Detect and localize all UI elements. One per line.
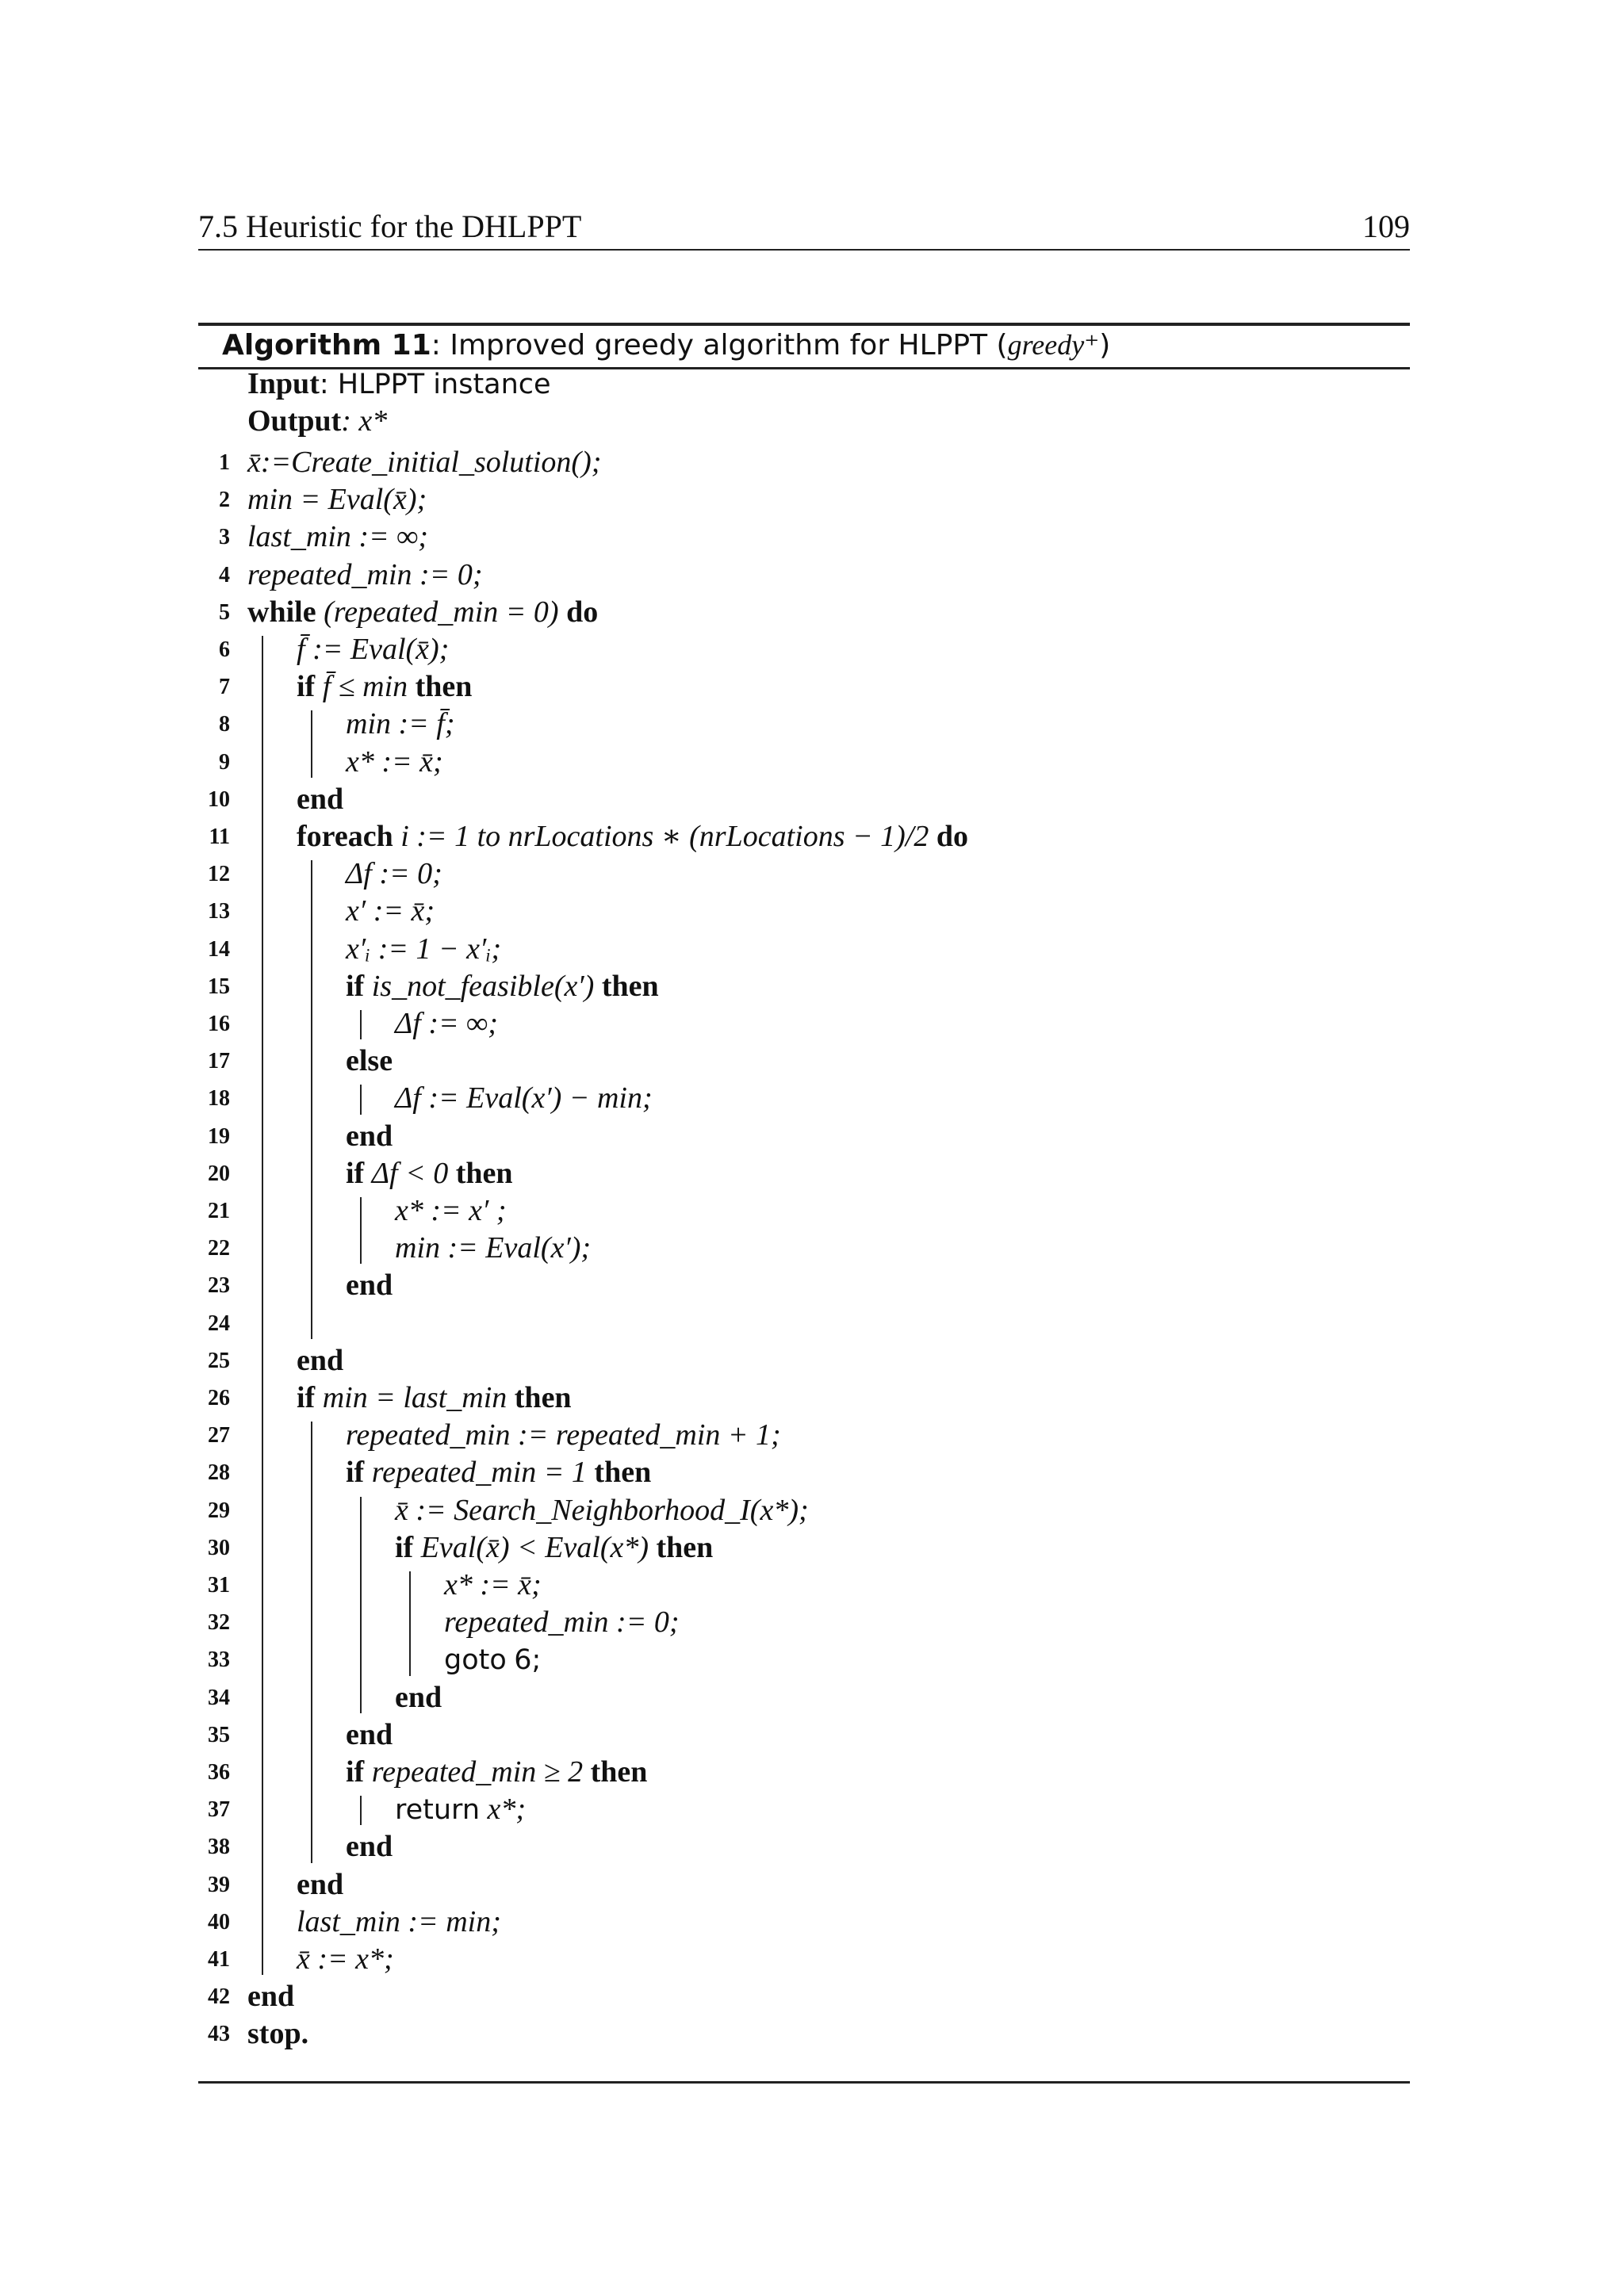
- line-code: end: [346, 1269, 393, 1303]
- line-code: repeated_min := 0;: [247, 557, 483, 591]
- line-number: 22: [208, 1236, 230, 1261]
- line-code: f̄ := Eval(x̄);: [297, 633, 450, 666]
- line-code: min = Eval(x̄);: [247, 483, 427, 517]
- algorithm-line: [0, 1005, 1624, 1043]
- line-number: 34: [208, 1685, 230, 1710]
- line-code: if min = last_min then: [297, 1381, 572, 1414]
- line-number: 23: [208, 1273, 230, 1299]
- block-indent-bar: [311, 860, 312, 1339]
- line-code: x̄:=Create_initial_solution();: [247, 446, 602, 479]
- line-number: 9: [219, 749, 230, 775]
- algorithm-line: [0, 781, 1624, 818]
- block-indent-bar: [311, 710, 312, 777]
- line-code: Δf := Eval(x′) − min;: [395, 1081, 653, 1115]
- line-code: end: [346, 1119, 393, 1153]
- algorithm-title: : Improved greedy algorithm for HLPPT (: [431, 329, 1008, 362]
- algorithm-line: [0, 931, 1624, 968]
- algorithm-line: [0, 1941, 1624, 1978]
- algorithm-line: [0, 855, 1624, 893]
- line-code: Δf := 0;: [346, 857, 442, 891]
- algorithm-line: [0, 1791, 1624, 1828]
- line-code: end: [395, 1680, 442, 1714]
- line-code: repeated_min := repeated_min + 1;: [346, 1418, 781, 1452]
- block-indent-bar: [409, 1571, 411, 1676]
- block-indent-bar: [311, 1422, 312, 1862]
- algorithm-line: [0, 968, 1624, 1005]
- input-value: : HLPPT instance: [319, 369, 551, 400]
- algorithm-line: [0, 1754, 1624, 1791]
- algorithm-output: [247, 404, 387, 438]
- line-code: while (repeated_min = 0) do: [247, 595, 599, 629]
- output-value: : x*: [341, 404, 388, 438]
- block-indent-bar: [360, 1010, 362, 1039]
- line-code: x* := x̄;: [444, 1568, 542, 1601]
- line-number: 1: [219, 450, 230, 475]
- algorithm-line: [0, 481, 1624, 519]
- algorithm-line: [0, 1641, 1624, 1678]
- input-label: Input: [247, 367, 320, 400]
- algorithm-line: [0, 1342, 1624, 1380]
- algorithm-line: [0, 1192, 1624, 1230]
- line-number: 17: [208, 1049, 230, 1074]
- running-header: [198, 203, 1410, 251]
- line-code: end: [346, 1830, 393, 1864]
- algorithm-line: [0, 818, 1624, 855]
- algorithm-line: [0, 1267, 1624, 1304]
- algorithm-label: Algorithm 11: [222, 329, 431, 362]
- line-number: 38: [208, 1835, 230, 1860]
- line-code: else: [346, 1044, 393, 1078]
- line-number: 37: [208, 1797, 230, 1823]
- algorithm-line: [0, 1043, 1624, 1080]
- line-code: if repeated_min ≥ 2 then: [346, 1755, 648, 1789]
- line-number: 3: [219, 525, 230, 550]
- line-number: 2: [219, 488, 230, 513]
- line-number: 19: [208, 1123, 230, 1149]
- line-number: 11: [209, 825, 230, 849]
- line-number: 7: [219, 675, 230, 700]
- line-code: x′ := x̄;: [346, 894, 435, 928]
- algorithm-input: [247, 366, 551, 401]
- line-number: 13: [208, 899, 230, 924]
- line-number: 8: [219, 712, 230, 737]
- line-code: x* := x̄;: [346, 744, 443, 779]
- algorithm-line: [0, 1866, 1624, 1904]
- line-code: return x*;: [395, 1793, 527, 1827]
- line-code: stop.: [247, 2017, 309, 2051]
- algorithm-caption: [222, 328, 1110, 362]
- line-code: if Δf < 0 then: [346, 1156, 513, 1190]
- line-number: 20: [208, 1161, 230, 1186]
- algorithm-top-rule: [198, 323, 1410, 326]
- algorithm-line: [0, 1978, 1624, 2015]
- algorithm-line: [0, 594, 1624, 631]
- line-number: 36: [208, 1760, 230, 1785]
- line-number: 5: [219, 599, 230, 625]
- block-indent-bar: [262, 636, 263, 1975]
- line-code: last_min := min;: [297, 1904, 501, 1938]
- line-code: end: [297, 782, 344, 816]
- algorithm-line: [0, 1118, 1624, 1155]
- line-number: 39: [208, 1872, 230, 1897]
- line-number: 28: [208, 1460, 230, 1486]
- line-code: if is_not_feasible(x′) then: [346, 969, 659, 1003]
- algorithm-line: [0, 2015, 1624, 2053]
- algorithm-line: [0, 631, 1624, 668]
- line-code: end: [297, 1867, 344, 1901]
- line-number: 24: [208, 1311, 230, 1336]
- algorithm-line: [0, 557, 1624, 594]
- algorithm-bottom-rule: [198, 2081, 1410, 2084]
- line-code: foreach i := 1 to nrLocations ∗ (nrLocations − 1)/2 do: [297, 820, 969, 853]
- line-number: 29: [208, 1498, 230, 1523]
- algorithm-line: [0, 1492, 1624, 1529]
- line-code: last_min := ∞;: [247, 520, 428, 554]
- line-code: end: [346, 1717, 393, 1751]
- line-number: 6: [219, 637, 230, 662]
- algorithm-line: [0, 519, 1624, 556]
- line-number: 12: [208, 862, 230, 887]
- algorithm-line: [0, 668, 1624, 706]
- line-code: x′ᵢ := 1 − x′ᵢ;: [346, 932, 502, 966]
- page-number: 109: [1362, 209, 1410, 244]
- algorithm-line: [0, 1454, 1624, 1491]
- algorithm-line: [0, 1604, 1624, 1641]
- line-number: 25: [208, 1348, 230, 1373]
- line-code: min := Eval(x′);: [395, 1231, 592, 1265]
- line-code: min := f̄;: [346, 707, 455, 741]
- algorithm-line: [0, 893, 1624, 930]
- block-indent-bar: [360, 1085, 362, 1114]
- algorithm-line: [0, 1716, 1624, 1754]
- line-code: end: [247, 1980, 295, 2014]
- line-code: x̄ := x*;: [297, 1942, 394, 1976]
- line-number: 26: [208, 1386, 230, 1410]
- line-number: 4: [219, 562, 230, 587]
- line-number: 31: [208, 1573, 230, 1598]
- line-number: 10: [208, 786, 230, 812]
- block-indent-bar: [360, 1497, 362, 1713]
- algorithm-line: [0, 1417, 1624, 1454]
- algorithm-line: [0, 1155, 1624, 1192]
- algorithm-line: [0, 1679, 1624, 1716]
- algorithm-line: [0, 444, 1624, 481]
- algorithm-line: [0, 1904, 1624, 1941]
- line-number: 32: [208, 1610, 230, 1636]
- algorithm-line: [0, 1828, 1624, 1866]
- line-number: 14: [208, 936, 230, 962]
- algorithm-title-close: ): [1099, 329, 1111, 362]
- output-label: Output: [247, 404, 342, 438]
- algorithm-line: [0, 1080, 1624, 1117]
- line-number: 15: [208, 974, 230, 999]
- header-rule: [198, 249, 1410, 251]
- block-indent-bar: [360, 1197, 362, 1264]
- line-number: 21: [208, 1199, 230, 1223]
- line-code: if repeated_min = 1 then: [346, 1456, 652, 1490]
- line-number: 30: [208, 1535, 230, 1560]
- line-code: end: [297, 1343, 344, 1377]
- line-code: x̄ := Search_Neighborhood_I(x*);: [395, 1493, 809, 1527]
- line-number: 16: [208, 1012, 230, 1036]
- algorithm-line: [0, 1380, 1624, 1417]
- line-code: if Eval(x̄) < Eval(x*) then: [395, 1530, 714, 1564]
- line-number: 35: [208, 1722, 230, 1747]
- line-code: goto 6;: [444, 1644, 542, 1677]
- line-code: Δf := ∞;: [395, 1007, 498, 1040]
- algorithm-line: [0, 1230, 1624, 1267]
- algorithm-line: [0, 744, 1624, 781]
- algorithm-line: [0, 1305, 1624, 1342]
- line-number: 43: [208, 2022, 230, 2047]
- line-number: 41: [208, 1947, 230, 1972]
- line-number: 40: [208, 1909, 230, 1934]
- line-number: 33: [208, 1647, 230, 1673]
- algorithm-line: [0, 1567, 1624, 1604]
- line-code: if f̄ ≤ min then: [297, 670, 473, 704]
- line-number: 18: [208, 1086, 230, 1112]
- algorithm-line: [0, 1529, 1624, 1567]
- block-indent-bar: [360, 1796, 362, 1825]
- line-number: 42: [208, 1984, 230, 2010]
- section-title: 7.5 Heuristic for the DHLPPT: [198, 209, 582, 244]
- algorithm-tag: greedy⁺: [1007, 329, 1100, 361]
- line-code: repeated_min := 0;: [444, 1605, 680, 1640]
- line-code: x* := x′ ;: [395, 1194, 507, 1227]
- algorithm-line: [0, 706, 1624, 743]
- line-number: 27: [208, 1423, 230, 1448]
